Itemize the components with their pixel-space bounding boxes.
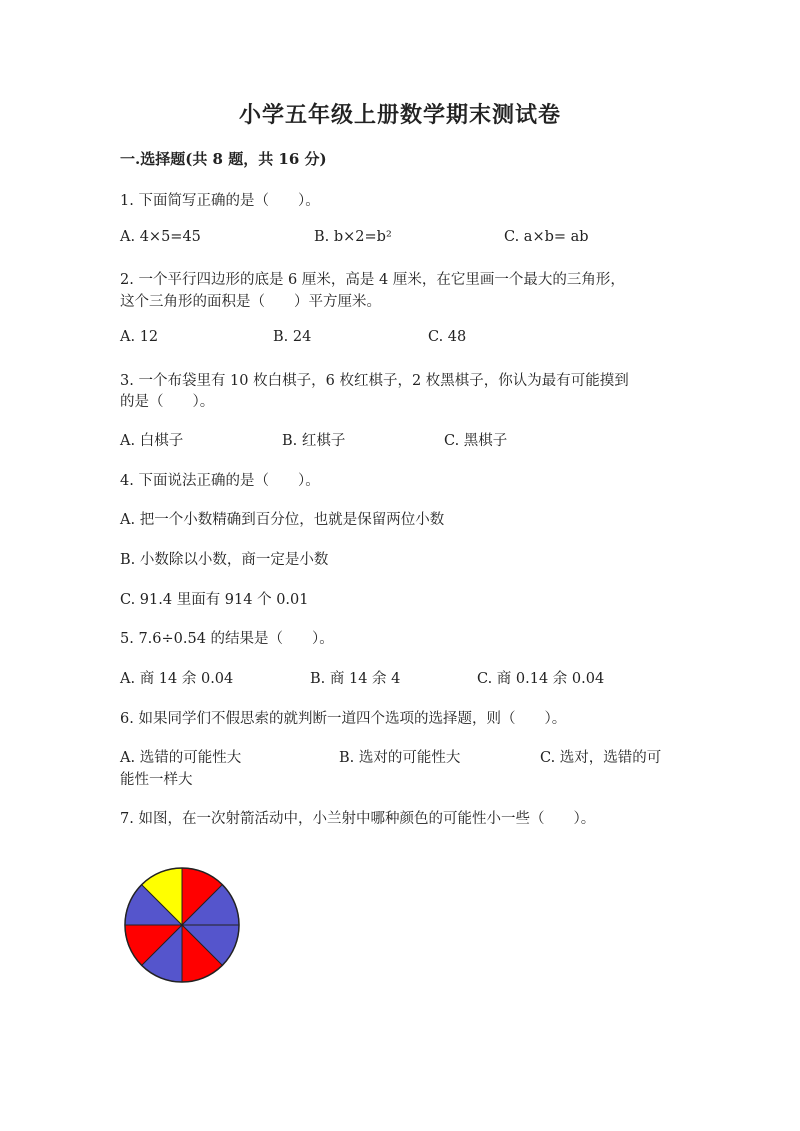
question-2-option-a: A. 12	[120, 329, 159, 345]
question-3-option-a: A. 白棋子	[120, 433, 184, 449]
question-1-option-c: C. a×b= ab	[504, 229, 589, 245]
question-7-text: 7. 如图，在一次射箭活动中，小兰射中哪种颜色的可能性小一些（ ）。	[120, 811, 596, 827]
question-6-option-c: C. 选对，选错的可	[540, 750, 662, 766]
section-heading: 一.选择题(共 8 题，共 16 分)	[120, 150, 327, 168]
question-1-text: 1. 下面简写正确的是（ ）。	[120, 193, 320, 209]
question-2-option-b: B. 24	[273, 329, 312, 345]
question-2-text-line-2: 这个三角形的面积是（ ）平方厘米。	[120, 294, 381, 310]
question-1-option-a: A. 4×5=45	[120, 229, 201, 245]
question-4-option-a: A. 把一个小数精确到百分位，也就是保留两位小数	[120, 512, 445, 528]
question-5-text: 5. 7.6÷0.54 的结果是（ ）。	[120, 631, 334, 647]
archery-target-wheel	[123, 866, 241, 984]
question-3-text-line-1: 3. 一个布袋里有 10 枚白棋子，6 枚红棋子，2 枚黑棋子，你认为最有可能摸到	[120, 373, 629, 389]
question-2-text-line-1: 2. 一个平行四边形的底是 6 厘米，高是 4 厘米，在它里画一个最大的三角形，	[120, 272, 625, 288]
question-4-text: 4. 下面说法正确的是（ ）。	[120, 473, 320, 489]
question-3-option-b: B. 红棋子	[282, 433, 346, 449]
page-title: 小学五年级上册数学期末测试卷	[238, 102, 561, 128]
question-3-option-c: C. 黑棋子	[444, 433, 508, 449]
question-6-option-b: B. 选对的可能性大	[339, 750, 461, 766]
question-2-option-c: C. 48	[428, 329, 467, 345]
question-3-text-line-2: 的是（ ）。	[120, 394, 215, 410]
question-5-option-b: B. 商 14 余 4	[310, 671, 401, 687]
question-1-option-b: B. b×2=b²	[314, 229, 392, 245]
question-5-option-a: A. 商 14 余 0.04	[120, 671, 234, 687]
question-6-option-a: A. 选错的可能性大	[120, 750, 242, 766]
question-6-option-c-continued: 能性一样大	[120, 772, 193, 788]
question-6-text: 6. 如果同学们不假思索的就判断一道四个选项的选择题，则（ ）。	[120, 711, 567, 727]
question-5-option-c: C. 商 0.14 余 0.04	[477, 671, 605, 687]
question-4-option-b: B. 小数除以小数，商一定是小数	[120, 552, 329, 568]
question-4-option-c: C. 91.4 里面有 914 个 0.01	[120, 592, 309, 608]
